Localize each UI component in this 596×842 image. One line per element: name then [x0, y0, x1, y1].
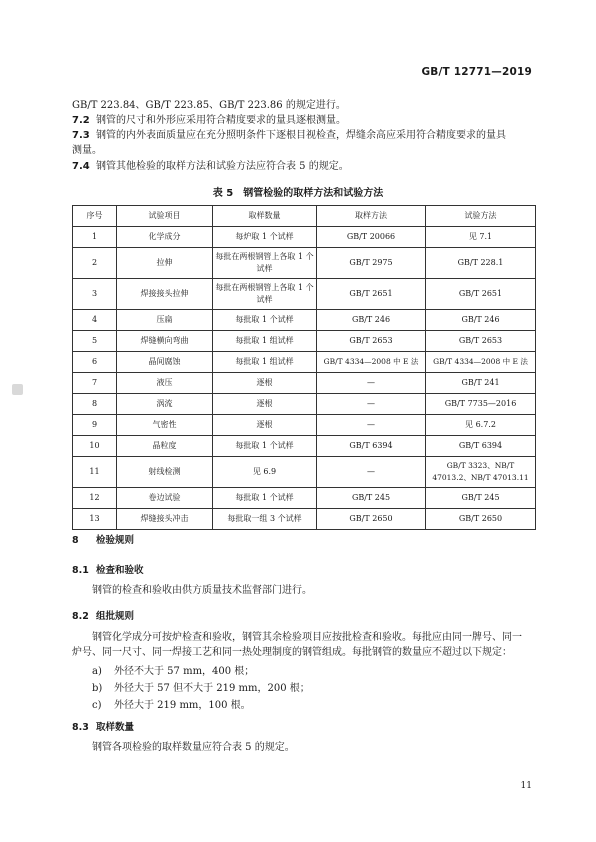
column-header: 试验方法 [426, 206, 536, 227]
table-header-row [73, 206, 536, 227]
page-number: 11 [520, 781, 532, 791]
table-cell: 见 6.9 [213, 457, 317, 488]
table-cell: 涡流 [117, 394, 213, 415]
section-8-2-text-line1: 钢管化学成分可按炉检查和验收，钢管其余检验项目应按批检查和验收。每批应由同一牌号、同一 [92, 632, 522, 643]
table-cell: 7 [73, 373, 117, 394]
section-8-heading [72, 532, 134, 546]
table-cell: 每批取 1 个试样 [213, 436, 317, 457]
list-text: 外径不大于 57 mm，400 根； [114, 666, 255, 677]
table-cell: GB/T 2653 [317, 331, 426, 352]
table-cell: 10 [73, 436, 117, 457]
table-cell: GB/T 246 [426, 310, 536, 331]
clause-7-3 [72, 129, 506, 143]
table-cell: GB/T 6394 [317, 436, 426, 457]
margin-mark [12, 384, 23, 395]
table-cell: GB/T 2651 [426, 279, 536, 310]
table-cell: 每批取一组 3 个试样 [213, 509, 317, 530]
table-cell: 2 [73, 248, 117, 279]
table-cell: GB/T 245 [426, 488, 536, 509]
table-cell: GB/T 245 [317, 488, 426, 509]
table-cell: GB/T 246 [317, 310, 426, 331]
table-cell: GB/T 3323、NB/T 47013.2、NB/T 47013.11 [426, 457, 536, 488]
table-cell: 逐根 [213, 394, 317, 415]
list-item [92, 662, 254, 677]
table-cell: 见 6.7.2 [426, 415, 536, 436]
table-cell: 逐根 [213, 415, 317, 436]
list-label: c) [92, 700, 102, 711]
table-row [73, 509, 536, 530]
table-cell: GB/T 241 [426, 373, 536, 394]
table-cell: 每批取 1 个试样 [213, 310, 317, 331]
table-cell: GB/T 228.1 [426, 248, 536, 279]
section-number: 8.1 [72, 565, 89, 576]
section-8-3-heading [72, 719, 134, 733]
table-cell: 液压 [117, 373, 213, 394]
column-header: 取样数量 [213, 206, 317, 227]
clause-number: 7.3 [72, 130, 90, 141]
table-cell: 每炉取 1 个试样 [213, 227, 317, 248]
table-cell: 化学成分 [117, 227, 213, 248]
table-cell: 见 7.1 [426, 227, 536, 248]
clause-7-3-continued [72, 144, 102, 158]
table-cell: 4 [73, 310, 117, 331]
section-number: 8 [72, 535, 79, 546]
table-cell: — [317, 415, 426, 436]
section-title: 检查和验收 [96, 565, 144, 576]
table-row [73, 415, 536, 436]
clause-text: 钢管的内外表面质量应在充分照明条件下逐根目视检查，焊缝余高应采用符合精度要求的量具 [96, 130, 506, 141]
column-header: 取样方法 [317, 206, 426, 227]
table-cell: 每批取 1 组试样 [213, 331, 317, 352]
table-cell: 拉伸 [117, 248, 213, 279]
table-cell: 11 [73, 457, 117, 488]
table-row [73, 488, 536, 509]
table-cell: 射线检测 [117, 457, 213, 488]
section-number: 8.2 [72, 611, 89, 622]
table-cell: 每批取 1 个试样 [213, 488, 317, 509]
continued-text: GB/T 223.84、GB/T 223.85、GB/T 223.86 的规定进行。 [72, 100, 346, 111]
section-8-1-text: 钢管的检查和验收由供方质量技术监督部门进行。 [92, 585, 312, 596]
table-cell: GB/T 2653 [426, 331, 536, 352]
section-8-1-heading [72, 562, 144, 576]
table-cell: 晶间腐蚀 [117, 352, 213, 373]
table-cell: — [317, 394, 426, 415]
clause-text: 测量。 [72, 145, 102, 156]
list-item [92, 679, 310, 694]
clause-text: 钢管的尺寸和外形应采用符合精度要求的量具逐根测量。 [96, 115, 346, 126]
table-cell: 6 [73, 352, 117, 373]
list-item [92, 696, 251, 711]
column-header: 序号 [73, 206, 117, 227]
table-cell: 1 [73, 227, 117, 248]
table-cell: GB/T 2651 [317, 279, 426, 310]
table-cell: 气密性 [117, 415, 213, 436]
section-number: 8.3 [72, 722, 89, 733]
section-8-2-heading [72, 608, 134, 622]
clause-7-4 [72, 160, 349, 174]
table-cell: 逐根 [213, 373, 317, 394]
table-cell: GB/T 4334—2008 中 E 法 [317, 352, 426, 373]
table-row [73, 373, 536, 394]
section-8-2-text-line2: 炉号、同一尺寸、同一焊接工艺和同一热处理制度的钢管组成。每批钢管的数量应不超过以下规定： [72, 647, 512, 658]
section-title: 取样数量 [96, 722, 135, 733]
list-label: b) [92, 683, 103, 694]
table-cell: 每批在两根钢管上各取 1 个试样 [213, 279, 317, 310]
table-cell: 晶粒度 [117, 436, 213, 457]
table-row [73, 310, 536, 331]
table-cell: 8 [73, 394, 117, 415]
table-cell: GB/T 2975 [317, 248, 426, 279]
list-text: 外径大于 219 mm，100 根。 [114, 700, 251, 711]
table-cell: — [317, 373, 426, 394]
table-row [73, 227, 536, 248]
table-cell: 每批在两根钢管上各取 1 个试样 [213, 248, 317, 279]
list-label: a) [92, 666, 102, 677]
standard-code: GB/T 12771—2019 [421, 66, 532, 78]
table-cell: GB/T 20066 [317, 227, 426, 248]
clause-number: 7.4 [72, 161, 90, 172]
table-cell: 13 [73, 509, 117, 530]
table-row [73, 352, 536, 373]
table-cell: — [317, 457, 426, 488]
table-cell: GB/T 2650 [426, 509, 536, 530]
table-cell: 焊接接头拉伸 [117, 279, 213, 310]
clause-number: 7.2 [72, 115, 90, 126]
section-title: 组批规则 [96, 611, 135, 622]
column-header: 试验项目 [117, 206, 213, 227]
table-cell: 每批取 1 组试样 [213, 352, 317, 373]
clause-7-2 [72, 114, 346, 128]
list-text: 外径大于 57 但不大于 219 mm，200 根； [114, 683, 310, 694]
table-row [73, 457, 536, 488]
section-8-3-text: 钢管各项检验的取样数量应符合表 5 的规定。 [92, 742, 295, 753]
table-cell: 焊缝横向弯曲 [117, 331, 213, 352]
table-caption: 表 5 钢管检验的取样方法和试验方法 [212, 188, 384, 199]
table-cell: 12 [73, 488, 117, 509]
table-row [73, 279, 536, 310]
section-title: 检验规则 [96, 535, 135, 546]
table-cell: GB/T 7735—2016 [426, 394, 536, 415]
table-cell: 5 [73, 331, 117, 352]
table-cell: 卷边试验 [117, 488, 213, 509]
table-row [73, 394, 536, 415]
sampling-test-methods-table [72, 205, 536, 530]
table-cell: 压扁 [117, 310, 213, 331]
table-cell: GB/T 6394 [426, 436, 536, 457]
table-cell: 焊缝接头冲击 [117, 509, 213, 530]
table-row [73, 436, 536, 457]
table-cell: GB/T 2650 [317, 509, 426, 530]
table-cell: 3 [73, 279, 117, 310]
table-row [73, 331, 536, 352]
table-cell: GB/T 4334—2008 中 E 法 [426, 352, 536, 373]
clause-text: 钢管其他检验的取样方法和试验方法应符合表 5 的规定。 [96, 161, 349, 172]
table-row [73, 248, 536, 279]
table-cell: 9 [73, 415, 117, 436]
